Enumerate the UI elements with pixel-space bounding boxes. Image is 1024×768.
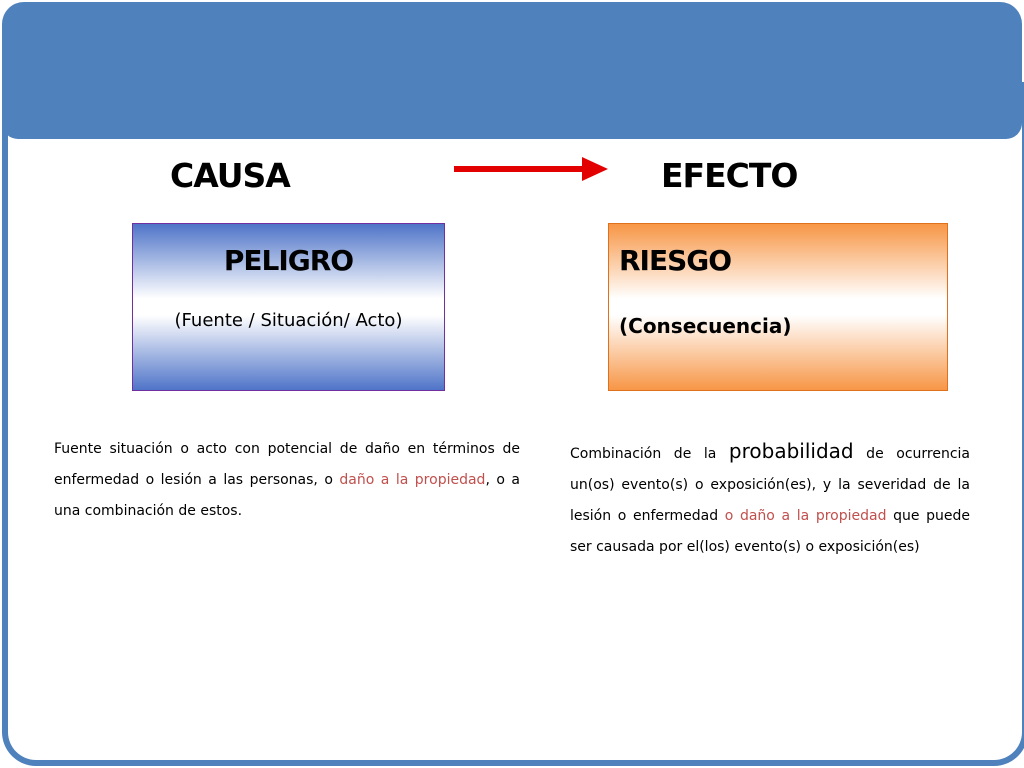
risk-definition-text: Combinación de la [570,446,729,462]
risk-definition-text-mid: de ocurrencia un(os) evento(s) o exposición(es), y la severidad de la lesión o enfermedad [570,446,970,524]
hazard-subtitle: (Fuente / Situación/ Acto) [174,310,403,331]
hazard-definition [54,434,520,527]
risk-subtitle: (Consecuencia) [619,314,792,338]
slide-frame [2,82,1024,766]
hazard-definition-text-end: , o a una combinación de estos. [54,472,520,519]
header-band [2,2,1022,139]
risk-definition-emphasis: probabilidad [728,439,854,463]
risk-definition [570,436,970,563]
hazard-title: PELIGRO [223,244,354,277]
hazard-definition-highlight: daño a la propiedad [339,472,486,488]
cause-heading: CAUSA [170,156,290,195]
hazard-definition-text: Fuente situación o acto con potencial de daño en términos de enfermedad o lesión a las personas, o [54,441,520,488]
risk-box [608,223,948,391]
hazard-box [132,223,445,391]
arrow-right-icon [454,155,610,183]
risk-definition-text-end: que puede ser causada por el(los) evento(s) o exposición(es) [570,508,970,555]
effect-heading: EFECTO [661,156,798,195]
risk-title: RIESGO [619,244,732,277]
risk-definition-highlight: o daño a la propiedad [724,508,887,524]
